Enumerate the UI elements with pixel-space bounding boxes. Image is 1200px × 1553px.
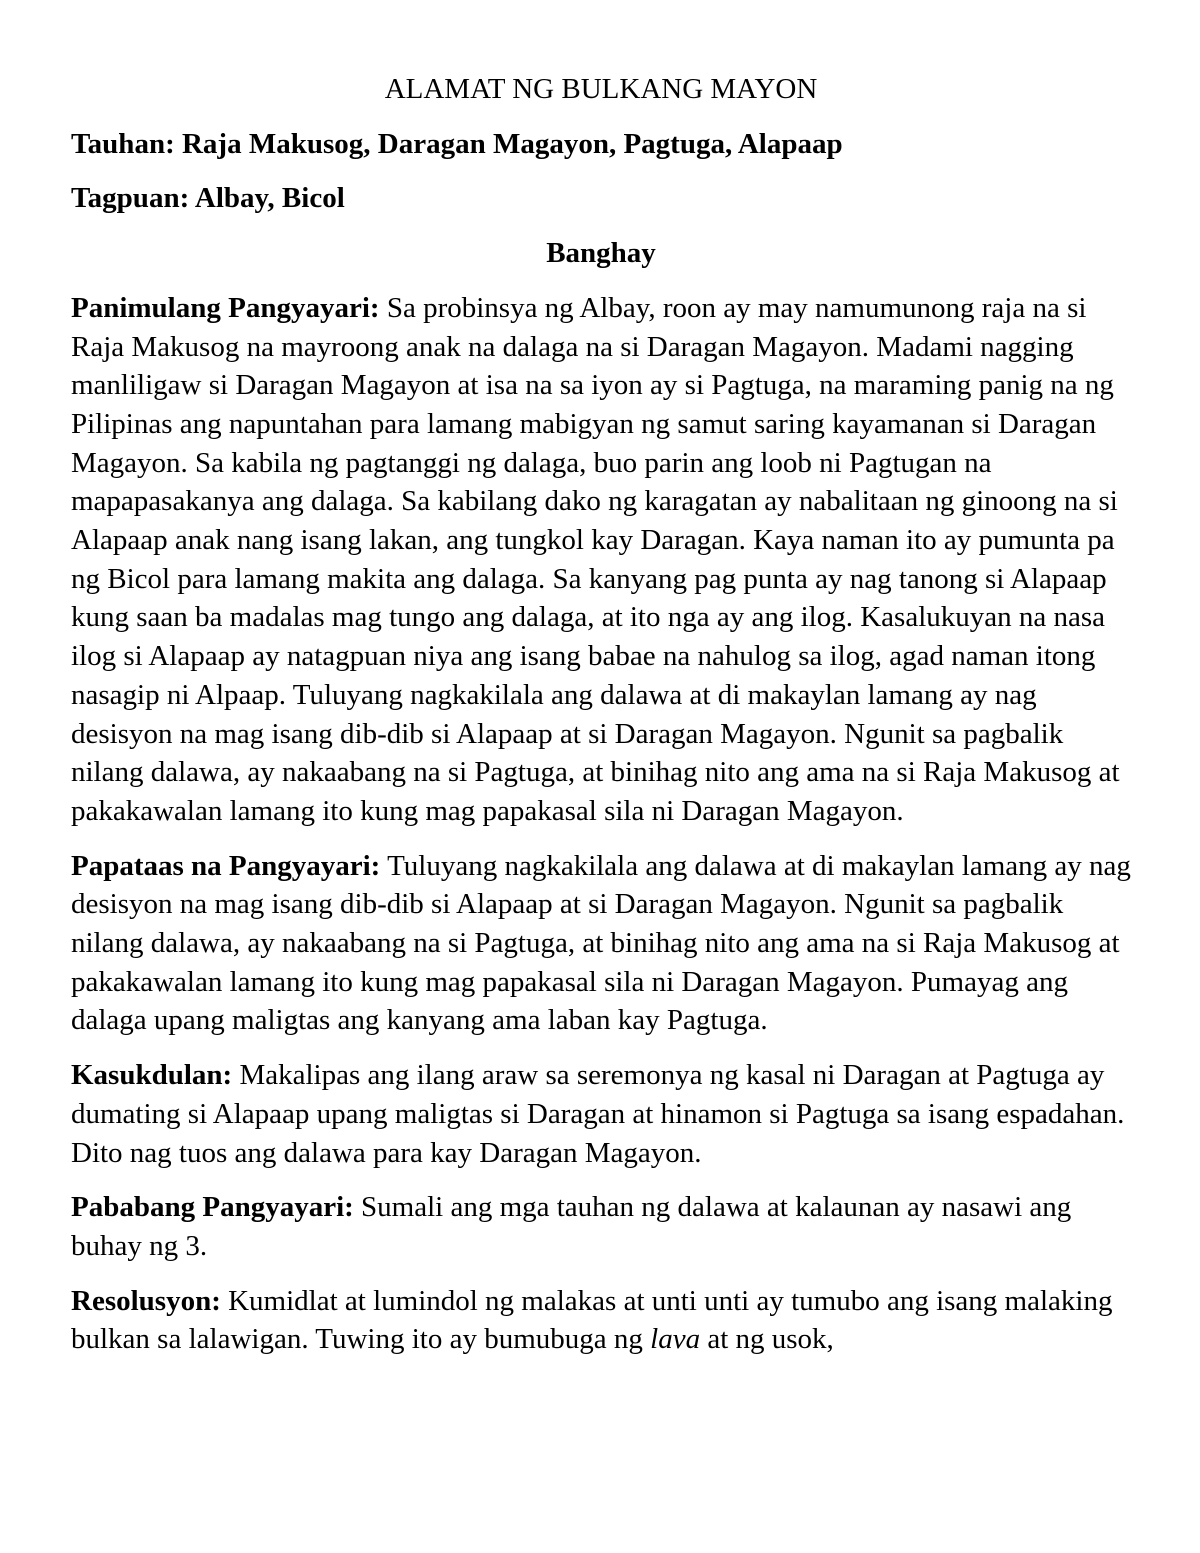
- resolusyon-text-before: Kumidlat at lumindol ng malakas at unti unti ay tumubo ang isang malaking bulkan sa lalawigan. Tuwing ito ay bumubuga ng: [71, 1284, 1113, 1356]
- resolusyon-paragraph: [71, 1282, 1131, 1359]
- panimula-paragraph: [71, 289, 1131, 831]
- resolusyon-text-after: at ng usok,: [707, 1323, 834, 1356]
- tagpuan-line: [71, 179, 1131, 218]
- papataas-label: Papataas na Pangyayari:: [71, 849, 381, 882]
- kasukdulan-text: Makalipas ang ilang araw sa seremonya ng kasal ni Daragan at Pagtuga ay dumating si Alapaap upang maligtas si Daragan at hinamon si Pagtuga sa isang espadahan. Dito nag tuos ang dalawa para kay Daragan Magayon.: [71, 1059, 1125, 1169]
- papataas-text: Tuluyang nagkakilala ang dalawa at di makaylan lamang ay nag desisyon na mag isang dib-dib si Alapaap at si Daragan Magayon. Ngunit sa pagbalik nilang dalawa, ay nakaabang na si Pagtuga, at binihag nito ang ama na si Raja Makusog at pakakawalan lamang ito kung mag papakasal sila ni Daragan Magayon. Pumayag ang dalaga upang maligtas ang kanyang ama laban kay Pagtuga.: [71, 849, 1131, 1037]
- panimula-label: Panimulang Pangyayari:: [71, 291, 380, 324]
- papataas-paragraph: [71, 847, 1131, 1041]
- banghay-heading: Banghay: [546, 237, 656, 270]
- tauhan-value: Raja Makusog, Daragan Magayon, Pagtuga, Alapaap: [181, 127, 843, 160]
- pababa-text: Sumali ang mga tauhan ng dalawa at kalaunan ay nasawi ang buhay ng 3.: [71, 1191, 1072, 1262]
- document-body: [71, 70, 1131, 1375]
- tauhan-line: [71, 125, 1131, 164]
- kasukdulan-label: Kasukdulan:: [71, 1059, 233, 1092]
- tagpuan-value: Albay, Bicol: [194, 182, 345, 215]
- document-title: ALAMAT NG BULKANG MAYON: [384, 73, 818, 105]
- resolusyon-italic-lava: lava: [650, 1323, 701, 1356]
- kasukdulan-paragraph: [71, 1056, 1131, 1172]
- pababa-paragraph: [71, 1188, 1131, 1265]
- tauhan-label: Tauhan:: [71, 127, 175, 160]
- resolusyon-label: Resolusyon:: [71, 1284, 221, 1317]
- pababa-label: Pababang Pangyayari:: [71, 1191, 354, 1224]
- panimula-text: Sa probinsya ng Albay, roon ay may namumunong raja na si Raja Makusog na mayroong anak na dalaga na si Daragan Magayon. Madami nagging manliligaw si Daragan Magayon at isa na sa iyon ay si Pagtuga, na maraming panig na ng Pilipinas ang napuntahan para lamang mabigyan ng samut saring kayamanan si Daragan Magayon. Sa kabila ng pagtanggi ng dalaga, buo parin ang loob ni Pagtugan na mapapasakanya ang dalaga. Sa kabilang dako ng karagatan ay nabalitaan ng ginoong na si Alapaap anak nang isang lakan, ang tungkol kay Daragan. Kaya naman ito ay pumunta pa ng Bicol para lamang makita ang dalaga. Sa kanyang pag punta ay nag tanong si Alapaap kung saan ba madalas mag tungo ang dalaga, at ito nga ay ang ilog. Kasalukuyan na nasa ilog si Alapaap ay natagpuan niya ang isang babae na nahulog sa ilog, agad naman itong nasagip ni Alpaap. Tuluyang nagkakilala ang dalawa at di makaylan lamang ay nag desisyon na mag isang dib-dib si Alapaap at si Daragan Magayon. Ngunit sa pagbalik nilang dalawa, ay nakaabang na si Pagtuga, at binihag nito ang ama na si Raja Makusog at pakakawalan lamang ito kung mag papakasal sila ni Daragan Magayon.: [71, 291, 1120, 827]
- tagpuan-label: Tagpuan:: [71, 182, 190, 215]
